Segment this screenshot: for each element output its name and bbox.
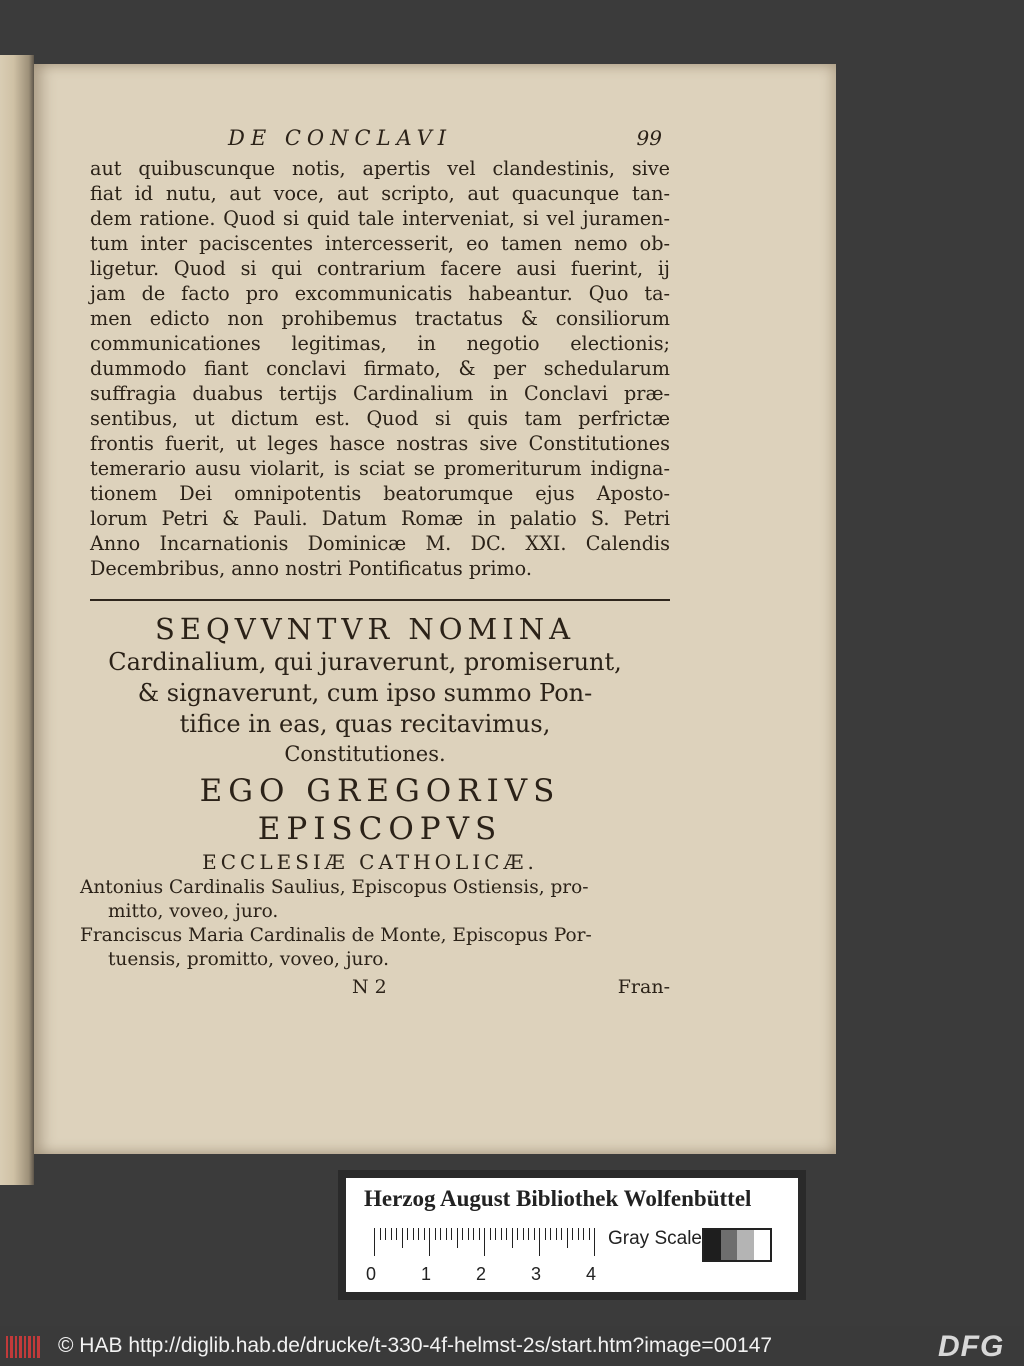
ruler-tick — [506, 1228, 507, 1240]
ruler-tick — [512, 1228, 513, 1248]
ruler-number: 2 — [476, 1264, 487, 1284]
grayscale-swatch — [704, 1230, 721, 1260]
ruler-tick — [572, 1228, 573, 1240]
entry-line: Antonius Cardinalis Saulius, Episcopus Ostiensis, pro- — [80, 877, 589, 898]
cardinal-entry — [80, 924, 670, 972]
heading-line: Constitutiones. — [284, 742, 446, 766]
body-line: jam de facto pro excommunicatis habeantur. Quo ta- — [90, 282, 670, 305]
body-line: temerario ausu violarit, is sciat se promeriturum indigna- — [90, 457, 670, 480]
barcode-icon — [6, 1336, 46, 1358]
ruler-tick — [589, 1228, 590, 1240]
ruler-tick — [517, 1228, 518, 1240]
measurement-ruler — [374, 1228, 602, 1256]
ruler-number: 4 — [586, 1264, 597, 1284]
ruler-tick — [534, 1228, 535, 1240]
ruler-tick — [374, 1228, 375, 1256]
ruler-tick — [391, 1228, 392, 1240]
pope-signature-title: EGO GREGORIVS EPISCOPVS — [199, 773, 561, 847]
copyright-link[interactable]: © HAB http://diglib.hab.de/drucke/t-330-4f-helmst-2s/start.htm?image=00147 — [58, 1334, 773, 1357]
ruler-tick — [446, 1228, 447, 1240]
running-head — [90, 126, 670, 156]
ruler-tick — [402, 1228, 403, 1248]
ruler-tick — [385, 1228, 386, 1240]
ruler-tick — [396, 1228, 397, 1240]
catchword: Fran- — [617, 976, 670, 998]
ruler-number: 1 — [421, 1264, 432, 1284]
body-line: fiat id nutu, aut voce, aut scripto, aut quacunque tan- — [90, 182, 670, 205]
body-line: Decembribus, anno nostri Pontificatus primo. — [90, 557, 532, 580]
dfg-logo: DFG — [938, 1330, 1005, 1363]
ruler-tick — [435, 1228, 436, 1240]
ruler-number: 3 — [531, 1264, 542, 1284]
body-line: aut quibuscunque notis, apertis vel clandestinis, sive — [90, 157, 670, 180]
ruler-tick — [545, 1228, 546, 1240]
ruler-tick — [418, 1228, 419, 1240]
ruler-tick — [380, 1228, 381, 1240]
ruler-numbers — [366, 1264, 616, 1286]
body-line: frontis fuerit, ut leges hasce nostras sive Constitutiones — [90, 432, 670, 455]
ruler-tick — [495, 1228, 496, 1240]
heading-line: Cardinalium, qui juraverunt, promiserunt, — [108, 648, 622, 676]
ruler-tick — [567, 1228, 568, 1248]
grayscale-swatch — [737, 1230, 754, 1260]
previous-page-edge — [0, 55, 34, 1185]
grayscale-swatch — [721, 1230, 738, 1260]
entry-line: tuensis, promitto, voveo, juro. — [108, 949, 390, 970]
body-line: communicationes legitimas, in negotio electionis; — [90, 332, 670, 355]
ruler-number: 0 — [366, 1264, 377, 1284]
ruler-tick — [583, 1228, 584, 1240]
body-paragraph — [90, 156, 670, 581]
heading-line: tifice in eas, quas recitavimus, — [179, 710, 551, 738]
ruler-tick — [523, 1228, 524, 1240]
ruler-tick — [539, 1228, 540, 1256]
section-divider — [90, 599, 670, 601]
body-line: dummodo fiant conclavi firmato, & per schedularum — [90, 357, 670, 380]
ruler-tick — [451, 1228, 452, 1240]
entry-line: mitto, voveo, juro. — [108, 901, 279, 922]
ruler-tick — [479, 1228, 480, 1240]
body-line: dem ratione. Quod si quid tale interveniat, si vel juramen- — [90, 207, 670, 230]
ruler-tick — [490, 1228, 491, 1240]
page-text-block — [80, 126, 670, 998]
grayscale-swatches — [702, 1228, 772, 1262]
ruler-tick — [473, 1228, 474, 1240]
library-name: Herzog August Bibliothek Wolfenbüttel — [364, 1186, 752, 1211]
grayscale-swatch — [754, 1230, 771, 1260]
grayscale-label: Gray Scale — [608, 1228, 702, 1249]
signature-mark: N 2 — [352, 976, 387, 998]
color-calibration-card — [338, 1170, 806, 1300]
page-number: 99 — [636, 126, 662, 150]
signature-line — [90, 976, 670, 998]
body-line: sentibus, ut dictum est. Quod si quis tam perfrictæ — [90, 407, 670, 430]
ruler-tick — [468, 1228, 469, 1240]
body-line: men edicto non prohibemus tractatus & consiliorum — [90, 307, 670, 330]
heading-line: & signaverunt, cum ipso summo Pon- — [137, 679, 593, 707]
running-head-title: DE CONCLAVI — [228, 126, 453, 150]
ruler-tick — [578, 1228, 579, 1240]
ruler-tick — [550, 1228, 551, 1240]
ruler-tick — [594, 1228, 595, 1256]
cardinal-entry — [80, 876, 670, 924]
scanned-page — [34, 64, 836, 1154]
ruler-tick — [440, 1228, 441, 1240]
ruler-tick — [501, 1228, 502, 1240]
ruler-tick — [424, 1228, 425, 1240]
ruler-tick — [457, 1228, 458, 1248]
body-line: ligetur. Quod si qui contrarium facere ausi fuerint, ij — [90, 257, 670, 280]
section-heading: SEQVVNTVR NOMINA — [154, 612, 576, 646]
ruler-tick — [561, 1228, 562, 1240]
ruler-tick — [484, 1228, 485, 1256]
pope-signature-subtitle: ECCLESIÆ CATHOLICÆ. — [202, 850, 538, 874]
ruler-tick — [462, 1228, 463, 1240]
body-line: lorum Petri & Pauli. Datum Romæ in palatio S. Petri — [90, 507, 670, 530]
ruler-tick — [407, 1228, 408, 1240]
ruler-tick — [413, 1228, 414, 1240]
body-line: tionem Dei omnipotentis beatorumque ejus Aposto- — [90, 482, 670, 505]
ruler-tick — [528, 1228, 529, 1240]
body-line: suffragia duabus tertijs Cardinalium in Conclavi præ- — [90, 382, 670, 405]
body-line: Anno Incarnationis Dominicæ M. DC. XXI. Calendis — [90, 532, 670, 555]
entry-line: Franciscus Maria Cardinalis de Monte, Episcopus Por- — [80, 925, 592, 946]
body-line: tum inter paciscentes intercesserit, eo tamen nemo ob- — [90, 232, 670, 255]
ruler-tick — [556, 1228, 557, 1240]
ruler-tick — [429, 1228, 430, 1256]
footer-bar — [0, 1326, 1024, 1366]
